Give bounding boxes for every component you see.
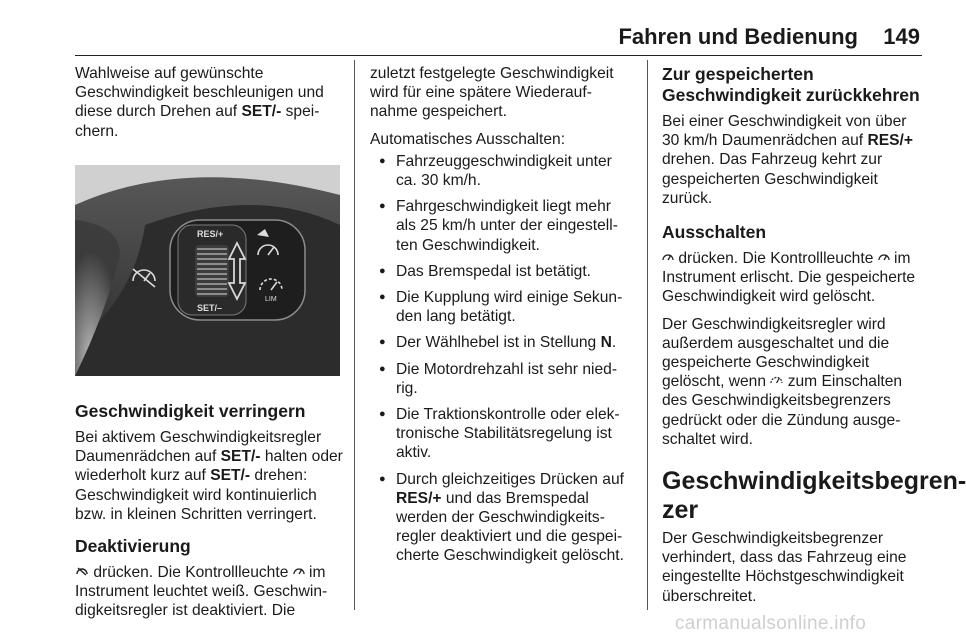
column-2 [370, 64, 632, 573]
column-1 [75, 64, 343, 629]
heading-speed-limiter: Geschwindigkeitsbegrenzer [662, 467, 966, 525]
page-header-title: Fahren und Bedienung [618, 24, 858, 49]
switch-off-paragraph-2: Der Geschwindigkeitsregler wird außerdem ausgeschaltet und die gespeicherte Geschwindigkeit gelöscht, wenn zum Einschalten des Geschwindigkeitsbegrenzers gedrückt oder die Zündung ausgeschaltet wird. [662, 315, 903, 448]
list-item: ● Die Kupplung wird einige Sekunden lang betätigt. [370, 288, 632, 326]
heading-reduce-speed: Geschwindigkeit verringern [75, 401, 306, 422]
deactivate-paragraph: drücken. Die Kontrollleuchte im Instrument leuchtet weiß. Geschwindigkeitsregler ist deaktiviert. Die [75, 564, 328, 620]
header-rule [75, 55, 922, 56]
list-item: ● Fahrzeuggeschwindigkeit unter ca. 30 km/h. [370, 152, 632, 190]
set-label: SET/– [197, 302, 223, 313]
lim-label: LIM [265, 295, 277, 303]
list-item: ● Durch gleichzeitiges Drücken auf RES/+ und das Bremspedal werden der Geschwindigkeitsregler deaktiviert und die gespeicherte Geschwindigkeit gelöscht. [370, 470, 632, 566]
steering-wheel-controls-photo [75, 165, 340, 376]
limiter-paragraph: Der Geschwindigkeitsbegrenzer verhindert, dass das Fahrzeug eine eingestellte Höchstgeschwindigkeit überschreitet. [662, 530, 907, 605]
list-item: ● Fahrgeschwindigkeit liegt mehr als 25 km/h unter der eingestellten Geschwindigkeit. [370, 197, 632, 255]
list-item: ● Das Bremspedal ist betätigt. [370, 262, 632, 281]
intro-paragraph: Wahlweise auf gewünschte Geschwindigkeit beschleunigen und diese durch Drehen auf SET/- speichern. [75, 65, 324, 140]
column-divider-1 [354, 60, 355, 610]
list-item: ● Die Motordrehzahl ist sehr niedrig. [370, 360, 632, 398]
heading-return-to-speed: Zur gespeicherten Geschwindigkeit zurückkehren [662, 64, 920, 105]
cruise-control-lamp-icon [878, 251, 890, 263]
list-item: ● Der Wählhebel ist in Stellung N. [370, 333, 632, 352]
column-3 [662, 64, 966, 614]
return-paragraph: Bei einer Geschwindigkeit von über 30 km/h Daumenrädchen auf RES/+ drehen. Das Fahrzeug kehrt zur gespeicherten Geschwindigkeit zurück. [662, 113, 913, 207]
heading-deactivation: Deaktivierung [75, 536, 191, 557]
res-label: RES/+ [197, 228, 224, 239]
column-divider-2 [647, 60, 648, 610]
auto-off-label: Automatisches Ausschalten: [370, 130, 566, 148]
cruise-deactivate-icon [75, 565, 89, 577]
cruise-control-lamp-icon [662, 251, 674, 263]
page-number: 149 [883, 24, 920, 49]
watermark: carmanualsonline.info [675, 613, 867, 634]
heading-switch-off: Ausschalten [662, 222, 767, 243]
switch-off-paragraph: drücken. Die Kontrollleuchte im Instrument erlischt. Die gespeicherte Geschwindigkeit wird gelöscht. [662, 250, 916, 306]
saved-speed-paragraph: zuletzt festgelegte Geschwindigkeit wird für eine spätere Wiederaufnahme gespeichert. [370, 65, 614, 121]
auto-off-list [370, 152, 632, 566]
speed-limiter-icon [770, 374, 783, 386]
reduce-paragraph: Bei aktivem Geschwindigkeitsregler Daumenrädchen auf SET/- halten oder wiederholt kurz auf SET/- drehen: Geschwindigkeit wird kontinuierlich bzw. in kleinen Schritten verringert. [75, 429, 343, 523]
list-item: ● Die Traktionskontrolle oder elektronische Stabilitätsregelung ist aktiv. [370, 405, 632, 463]
cruise-control-lamp-icon [293, 565, 305, 577]
